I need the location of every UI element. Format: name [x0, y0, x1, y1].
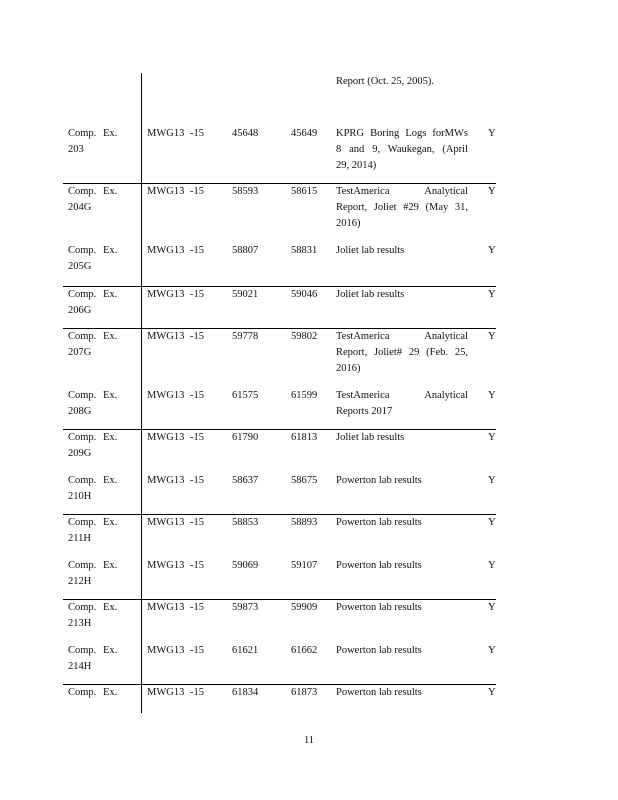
document-suffix: -15	[190, 687, 204, 698]
description	[336, 558, 468, 574]
description	[336, 329, 468, 377]
document-suffix: -15	[190, 517, 204, 528]
description	[336, 126, 468, 174]
document-suffix: -15	[190, 245, 204, 256]
description	[336, 184, 468, 232]
document-prefix: MWG13	[147, 128, 185, 139]
desc-line: 29, 2014)	[336, 160, 377, 171]
desc-line: Report, Joliet# 29 (Feb. 25,	[336, 347, 468, 358]
flag: Y	[488, 128, 496, 139]
exhibit-number: 207G	[68, 347, 92, 358]
bates-start: 59021	[232, 289, 259, 300]
desc-line: Joliet lab results	[336, 289, 405, 300]
desc-line: Joliet lab results	[336, 245, 405, 256]
exhibit-prefix: Comp.	[68, 687, 97, 698]
bates-start: 59069	[232, 560, 259, 571]
description	[336, 643, 468, 659]
document-suffix: -15	[190, 186, 204, 197]
bates-start: 61575	[232, 390, 259, 401]
desc-line: KPRG Boring Logs forMWs	[336, 128, 468, 139]
exhibit-ex: Ex.	[103, 602, 118, 613]
bates-end: 58893	[291, 517, 318, 528]
desc-line: Reports 2017	[336, 406, 393, 417]
document-prefix: MWG13	[147, 289, 185, 300]
exhibit-ex: Ex.	[103, 432, 118, 443]
document-prefix: MWG13	[147, 475, 185, 486]
desc-line: Powerton lab results	[336, 475, 422, 486]
document-suffix: -15	[190, 432, 204, 443]
exhibit-prefix: Comp.	[68, 128, 97, 139]
desc-line: TestAmerica Analytical	[336, 186, 468, 197]
document-prefix: MWG13	[147, 432, 185, 443]
document-suffix: -15	[190, 390, 204, 401]
desc-line: Powerton lab results	[336, 645, 422, 656]
bates-start: 61790	[232, 432, 259, 443]
bates-end: 59046	[291, 289, 318, 300]
exhibit-number: 209G	[68, 448, 92, 459]
flag: Y	[488, 289, 496, 300]
description	[336, 473, 468, 489]
exhibit-prefix: Comp.	[68, 390, 97, 401]
flag: Y	[488, 432, 496, 443]
desc-line: Powerton lab results	[336, 602, 422, 613]
flag: Y	[488, 687, 496, 698]
document-prefix: MWG13	[147, 560, 185, 571]
description	[336, 430, 468, 446]
exhibit-number: 205G	[68, 261, 92, 272]
flag: Y	[488, 475, 496, 486]
bates-start: 58593	[232, 186, 259, 197]
exhibit-ex: Ex.	[103, 186, 118, 197]
bates-start: 61621	[232, 645, 259, 656]
exhibit-ex: Ex.	[103, 390, 118, 401]
bates-end: 61662	[291, 645, 318, 656]
flag: Y	[488, 331, 496, 342]
bates-end: 58675	[291, 475, 318, 486]
description	[336, 515, 468, 531]
exhibit-ex: Ex.	[103, 331, 118, 342]
exhibit-number: 212H	[68, 576, 92, 587]
desc-line: Powerton lab results	[336, 687, 422, 698]
exhibit-number: 204G	[68, 202, 92, 213]
bates-end: 58615	[291, 186, 318, 197]
description	[336, 685, 468, 701]
exhibit-number: 208G	[68, 406, 92, 417]
flag: Y	[488, 390, 496, 401]
desc-line: Powerton lab results	[336, 517, 422, 528]
desc-line: Report, Joliet #29 (May 31,	[336, 202, 468, 213]
flag: Y	[488, 186, 496, 197]
flag: Y	[488, 560, 496, 571]
bates-start: 59873	[232, 602, 259, 613]
bates-end: 59909	[291, 602, 318, 613]
document-prefix: MWG13	[147, 687, 185, 698]
exhibit-prefix: Comp.	[68, 289, 97, 300]
desc-line: 2016)	[336, 363, 361, 374]
exhibit-prefix: Comp.	[68, 186, 97, 197]
exhibit-number: 213H	[68, 618, 92, 629]
desc-line: Powerton lab results	[336, 560, 422, 571]
flag: Y	[488, 645, 496, 656]
desc-line: TestAmerica Analytical	[336, 331, 468, 342]
bates-start: 45648	[232, 128, 259, 139]
exhibit-number: 211H	[68, 533, 91, 544]
desc-line: 2016)	[336, 218, 361, 229]
exhibit-prefix: Comp.	[68, 245, 97, 256]
exhibit-ex: Ex.	[103, 687, 118, 698]
flag: Y	[488, 245, 496, 256]
desc-line: Report (Oct. 25, 2005).	[336, 76, 434, 87]
column-divider	[141, 73, 142, 713]
bates-end: 58831	[291, 245, 318, 256]
document-suffix: -15	[190, 645, 204, 656]
continued-description	[336, 74, 468, 90]
exhibit-ex: Ex.	[103, 517, 118, 528]
bates-end: 61873	[291, 687, 318, 698]
bates-start: 58853	[232, 517, 259, 528]
exhibit-ex: Ex.	[103, 645, 118, 656]
document-prefix: MWG13	[147, 517, 185, 528]
bates-end: 59802	[291, 331, 318, 342]
document-suffix: -15	[190, 289, 204, 300]
desc-line: 8 and 9, Waukegan, (April	[336, 144, 468, 155]
bates-start: 58807	[232, 245, 259, 256]
exhibit-number: 214H	[68, 661, 92, 672]
exhibit-prefix: Comp.	[68, 432, 97, 443]
exhibit-prefix: Comp.	[68, 331, 97, 342]
exhibit-prefix: Comp.	[68, 560, 97, 571]
exhibit-ex: Ex.	[103, 560, 118, 571]
page-number: 11	[303, 735, 315, 746]
exhibit-prefix: Comp.	[68, 645, 97, 656]
description	[336, 287, 468, 303]
bates-end: 45649	[291, 128, 318, 139]
document-suffix: -15	[190, 128, 204, 139]
exhibit-ex: Ex.	[103, 475, 118, 486]
document-prefix: MWG13	[147, 645, 185, 656]
document-suffix: -15	[190, 560, 204, 571]
exhibit-prefix: Comp.	[68, 517, 97, 528]
desc-line: Joliet lab results	[336, 432, 405, 443]
exhibit-prefix: Comp.	[68, 475, 97, 486]
document-suffix: -15	[190, 602, 204, 613]
bates-end: 59107	[291, 560, 318, 571]
document-suffix: -15	[190, 475, 204, 486]
exhibit-ex: Ex.	[103, 128, 118, 139]
document-prefix: MWG13	[147, 602, 185, 613]
exhibit-number: 210H	[68, 491, 92, 502]
bates-start: 58637	[232, 475, 259, 486]
exhibit-number: 203	[68, 144, 84, 155]
document-suffix: -15	[190, 331, 204, 342]
exhibit-prefix: Comp.	[68, 602, 97, 613]
description	[336, 600, 468, 616]
flag: Y	[488, 602, 496, 613]
bates-start: 61834	[232, 687, 259, 698]
exhibit-ex: Ex.	[103, 245, 118, 256]
document-prefix: MWG13	[147, 186, 185, 197]
description	[336, 388, 468, 420]
bates-end: 61813	[291, 432, 318, 443]
desc-line: TestAmerica Analytical	[336, 390, 468, 401]
bates-start: 59778	[232, 331, 259, 342]
document-prefix: MWG13	[147, 245, 185, 256]
flag: Y	[488, 517, 496, 528]
document-prefix: MWG13	[147, 390, 185, 401]
bates-end: 61599	[291, 390, 318, 401]
document-prefix: MWG13	[147, 331, 185, 342]
exhibit-number: 206G	[68, 305, 92, 316]
description	[336, 243, 468, 259]
exhibit-ex: Ex.	[103, 289, 118, 300]
